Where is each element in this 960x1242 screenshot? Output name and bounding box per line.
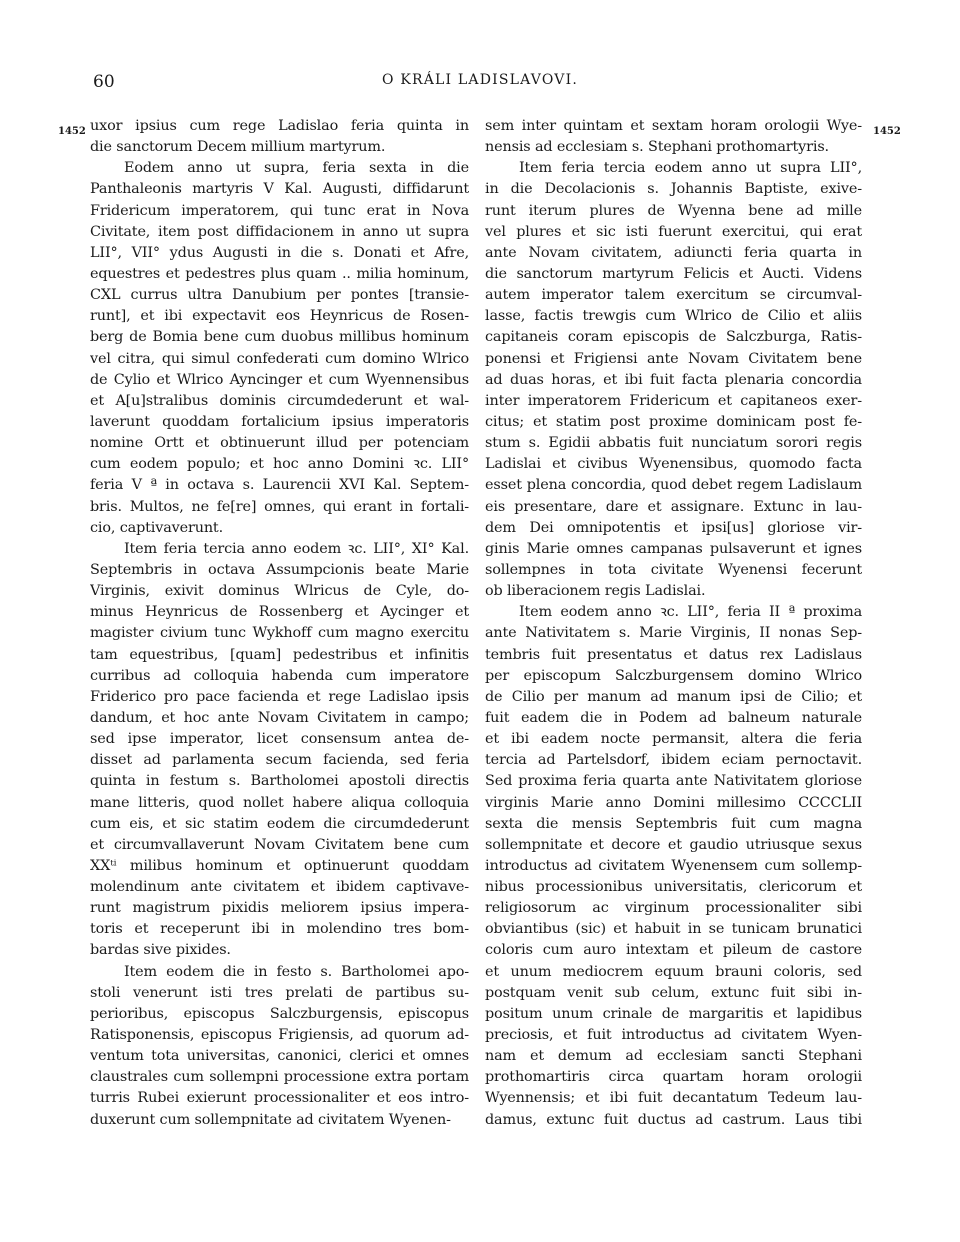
text-line: de Cilio per manum ad manum ipsi de Cilio; et	[485, 688, 862, 705]
text-line: Item eodem die in festo s. Bartholomei apo-	[124, 963, 469, 980]
text-line: sed ipse imperator, licet consensum antea de-	[90, 731, 469, 748]
text-line: ob liberacionem regis Ladislai.	[485, 583, 706, 600]
text-line: cio, captivaverunt.	[90, 519, 223, 536]
text-line: quinta in festum s. Bartholomei apostoli directis	[90, 773, 469, 790]
text-line: CXL currus ultra Danubium per pontes [transie-	[90, 287, 469, 304]
text-line: bris. Multos, ne fe[re] omnes, qui erant in fortali-	[90, 498, 469, 515]
text-line: sollempnitate et decore et gaudio utriusque sexus	[485, 836, 862, 853]
text-line: eis presentare, dare et assignare. Extunc in lau-	[485, 498, 862, 515]
text-line: postquam venit sub celum, extunc fuit sibi in-	[485, 984, 862, 1001]
text-line: nibus processionibus universitatis, clericorum et	[485, 879, 862, 896]
text-line: lasse, factis trewgis cum Wlrico de Cilio et aliis	[485, 308, 862, 325]
text-line: feria V ª in octava s. Laurencii XVI Kal. Septem-	[90, 477, 469, 494]
text-line: religiosorum ac virginum processionaliter sibi	[485, 900, 862, 917]
text-line: citus; et statim post proxime dominicam post fe-	[485, 413, 862, 430]
text-line: Panthaleonis martyris V Kal. Augusti, diffidarunt	[90, 181, 469, 198]
text-line: toris et receperunt ibi in molendino tres bom-	[90, 921, 469, 938]
text-line: et unum mediocrem equum brauni coloris, sed	[485, 963, 862, 980]
text-line: magister civium tunc Wykhoff cum magno exercitu	[90, 625, 469, 642]
text-line: die sanctorum martyrum Felicis et Aucti. Videns	[485, 265, 862, 282]
left-text-column	[90, 116, 469, 1131]
text-line: molendinum ante civitatem et ibidem captivave-	[90, 879, 469, 896]
text-line: Fridericum imperatorem, qui tunc erat in Nova	[90, 202, 469, 219]
text-line: laverunt quoddam fortalicium ipsius imperatoris	[90, 413, 469, 430]
text-line: sem inter quintam et sextam horam orologii Wye-	[485, 118, 862, 134]
text-line: esset plena concordia, quod debet regem Ladislaum	[485, 477, 862, 494]
text-line: perioribus, episcopus Salczburgensis, episcopus	[90, 1005, 469, 1022]
text-line: per episcopum Salczburgensem domino Wlrico	[485, 667, 862, 684]
text-line: ponensi et Frigiensi ante Novam Civitatem bene	[485, 350, 862, 367]
text-line: fuit eadem die in Podem ad balneum naturale	[485, 709, 862, 726]
text-line: bardas sive pixides.	[90, 942, 231, 959]
text-line: dem Dei omnipotentis et ipsi[us] gloriose vir-	[485, 519, 862, 536]
page-header	[0, 72, 960, 96]
text-line: Friderico pro pace facienda et rege Ladislao ipsis	[90, 688, 469, 705]
text-line: Ratisponensis, episcopus Frigiensis, ad quorum ad-	[90, 1027, 469, 1044]
text-line: preciosis, et fuit introductus ad civitatem Wyen-	[485, 1027, 862, 1044]
text-line: in die Decolacionis s. Johannis Baptiste, exive-	[485, 181, 862, 198]
text-line: inter imperatorem Fridericum et capitaneos exer-	[485, 392, 862, 409]
text-line: ginis Marie omnes campanas pulsaverunt et ignes	[485, 540, 862, 557]
text-line: Item feria tercia eodem anno ut supra LII°,	[519, 160, 862, 177]
text-line: LII°, VII° ydus Augusti in die s. Donati et Afre,	[90, 244, 469, 261]
text-line: vel citra, qui simul confederati cum domino Wlrico	[90, 350, 469, 367]
text-line: ante Novam civitatem, adiuncti feria quarta in	[485, 244, 862, 261]
text-line: et A[u]stralibus dominis circumdederunt et wal-	[90, 392, 469, 409]
text-line: cum eodem populo; et hoc anno Domini ꝛc. LII°	[90, 456, 469, 473]
text-line: damus, extunc fuit ductus ad castrum. Laus tibi	[485, 1111, 862, 1128]
text-line: XXᵗⁱ milibus hominum et optinuerunt quoddam	[90, 857, 469, 874]
text-line: Item eodem anno ꝛc. LII°, feria II ª proxima	[519, 604, 862, 621]
text-line: nam et demum ad ecclesiam sancti Stephani	[485, 1048, 862, 1065]
text-line: de Cylio et Wlrico Ayncinger et cum Wyennensibus	[90, 371, 469, 388]
text-line: die sanctorum Decem millium martyrum.	[90, 139, 386, 156]
text-line: ventum tota universitas, canonici, clerici et omnes	[90, 1048, 469, 1065]
text-line: tembris fuit presentatus et datus rex Ladislaus	[485, 646, 862, 663]
margin-year-right: 1452	[873, 126, 901, 137]
text-line: runt magistrum pixidis meliorem ipsius impera-	[90, 900, 469, 917]
text-line: nensis ad ecclesiam s. Stephani prothomartyris.	[485, 139, 829, 156]
text-line: vel plures et sic isti fuerunt exercitui, qui erat	[485, 223, 862, 240]
text-line: dandum, et hoc ante Novam Civitatem in campo;	[90, 709, 469, 726]
text-line: runt], et ibi expectavit eos Heynricus de Rosen-	[90, 308, 469, 325]
text-line: ante Nativitatem s. Marie Virginis, II nonas Sep-	[485, 625, 862, 642]
text-line: equestres et pedestres plus quam .. milia hominum,	[90, 265, 469, 282]
text-line: virginis Marie anno Domini millesimo CCCCLII	[485, 794, 862, 811]
text-line: runt iterum plures de Wyenna bene ad mille	[485, 202, 862, 219]
text-line: disset ad parlamenta secum facienda, sed feria	[90, 752, 469, 769]
text-line: et circumvallaverunt Novam Civitatem bene cum	[90, 836, 469, 853]
text-line: uxor ipsius cum rege Ladislao feria quinta in	[90, 118, 469, 134]
text-line: autem imperator talem exercitum se circumval-	[485, 287, 862, 304]
text-line: curribus ad colloquia habenda cum imperatore	[90, 667, 469, 684]
right-text-column	[485, 116, 862, 1131]
text-line: Ladislai et civibus Wyenensibus, quomodo facta	[485, 456, 862, 473]
text-line: Virginis, exivit dominus Wlricus de Cyle, do-	[90, 583, 469, 600]
text-line: ad duas horas, et ibi fuit facta plenaria concordia	[485, 371, 862, 388]
text-line: cum eis, et sic statim eodem die circumdederunt	[90, 815, 469, 832]
text-line: turris Rubei exierunt processionaliter et eos intro-	[90, 1090, 469, 1107]
text-line: et ibi eadem nocte permansit, altera die feria	[485, 731, 862, 748]
text-line: Septembris in octava Assumpcionis beate Marie	[90, 561, 469, 578]
text-line: tam equestribus, [quam] pedestribus et infinitis	[90, 646, 469, 663]
margin-year-left: 1452	[58, 126, 86, 137]
text-line: Civitate, item post diffidacionem in anno ut supra	[90, 223, 469, 240]
text-line: introductus ad civitatem Wyenensem cum sollemp-	[485, 857, 862, 874]
text-line: minus Heynricus de Rossenberg et Aycinger et	[90, 604, 469, 621]
text-line: nomine Ortt et obtinuerunt illud per potenciam	[90, 435, 469, 452]
text-line: sollempnes in tota civitate Wyenensi fecerunt	[485, 561, 862, 578]
text-line: Wyennensis; et ibi fuit decantatum Tedeum lau-	[485, 1090, 862, 1107]
page-number: 60	[93, 72, 115, 92]
text-line: coloris cum auro intextam et pileum de castore	[485, 942, 862, 959]
running-title: O KRÁLI LADISLAVOVI.	[382, 72, 578, 88]
text-line: prothomartiris circa quartam horam orologii	[485, 1069, 862, 1086]
text-line: Sed proxima feria quarta ante Nativitatem gloriose	[485, 773, 862, 790]
text-line: mane litteris, quod nollet habere aliqua colloquia	[90, 794, 469, 811]
text-line: obviantibus (sic) et habuit in se tunicam brunatici	[485, 921, 862, 938]
text-line: tercia ad Partelsdorf, ibidem eciam pernoctavit.	[485, 752, 862, 769]
text-line: positum unum crinale de margaritis et lapidibus	[485, 1005, 862, 1022]
text-line: sexta die mensis Septembris fuit cum magna	[485, 815, 862, 832]
text-line: Eodem anno ut supra, feria sexta in die	[124, 160, 469, 177]
text-line: Item feria tercia anno eodem ꝛc. LII°, XI° Kal.	[124, 540, 469, 557]
text-line: claustrales cum sollempni processione extra portam	[90, 1069, 469, 1086]
text-line: duxerunt cum sollempnitate ad civitatem Wyenen-	[90, 1111, 451, 1128]
text-line: stum s. Egidii abbatis fuit nunciatum sorori regis	[485, 435, 862, 452]
text-line: berg de Bomia bene cum duobus millibus hominum	[90, 329, 469, 346]
text-line: stoli venerunt isti tres prelati de partibus su-	[90, 984, 469, 1001]
text-line: capitaneis coram episcopis de Salczburga, Ratis-	[485, 329, 862, 346]
